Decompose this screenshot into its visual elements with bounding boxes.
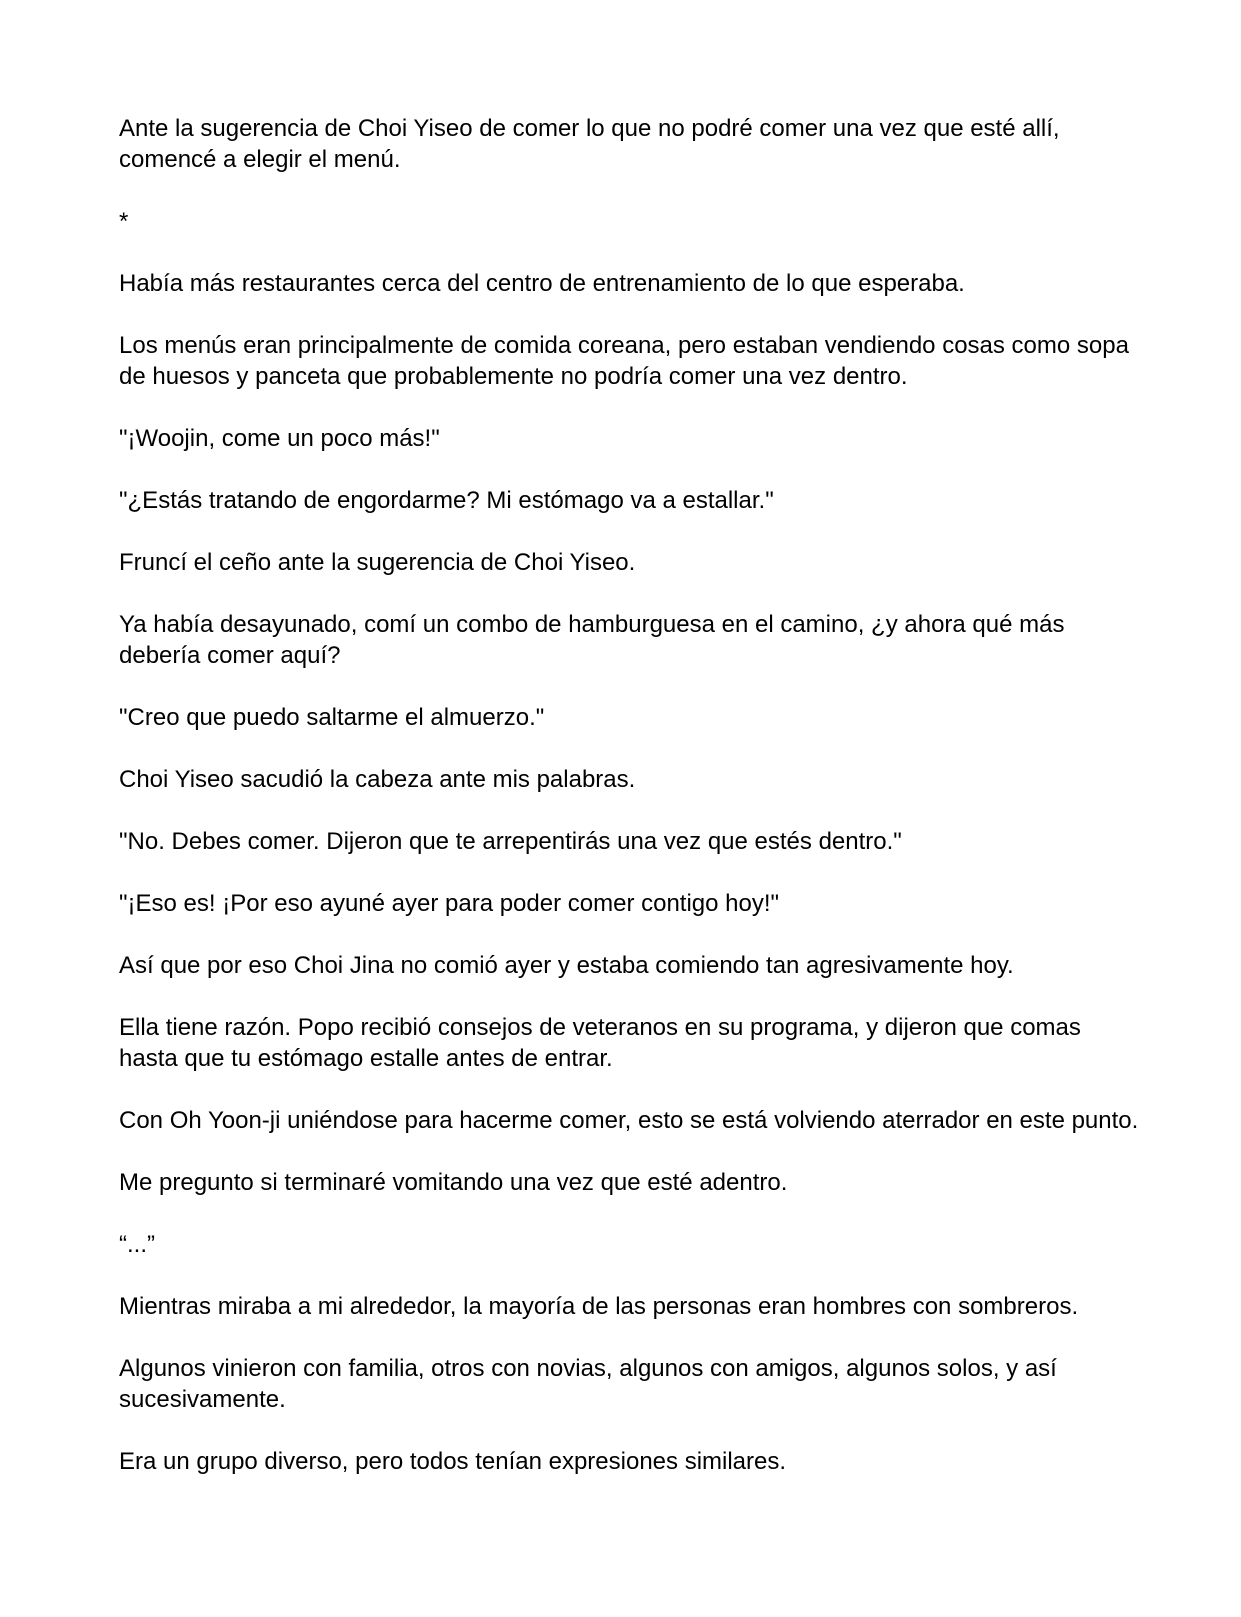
paragraph-8: Ya había desayunado, comí un combo de hamburguesa en el camino, ¿y ahora qué más debería comer aquí?	[119, 611, 1065, 669]
paragraph-7: Fruncí el ceño ante la sugerencia de Choi Yiseo.	[119, 549, 636, 576]
paragraph-18: Mientras miraba a mi alrededor, la mayoría de las personas eran hombres con sombreros.	[119, 1293, 1079, 1320]
paragraph-4: Los menús eran principalmente de comida coreana, pero estaban vendiendo cosas como sopa de huesos y panceta que probablemente no podría comer una vez dentro.	[119, 332, 1129, 390]
scene-break: *	[119, 208, 129, 235]
paragraph-20: Era un grupo diverso, pero todos tenían expresiones similares.	[119, 1448, 787, 1475]
paragraph-17: “...”	[119, 1231, 155, 1258]
paragraph-14: Ella tiene razón. Popo recibió consejos de veteranos en su programa, y dijeron que comas hasta que tu estómago estalle antes de entrar.	[119, 1014, 1081, 1072]
document-body	[119, 113, 1139, 1508]
paragraph-5: "¡Woojin, come un poco más!"	[119, 425, 440, 452]
paragraph-6: "¿Estás tratando de engordarme? Mi estómago va a estallar."	[119, 487, 774, 514]
paragraph-10: Choi Yiseo sacudió la cabeza ante mis palabras.	[119, 766, 636, 793]
paragraph-16: Me pregunto si terminaré vomitando una vez que esté adentro.	[119, 1169, 788, 1196]
paragraph-11: "No. Debes comer. Dijeron que te arrepentirás una vez que estés dentro."	[119, 828, 902, 855]
paragraph-1: Ante la sugerencia de Choi Yiseo de comer lo que no podré comer una vez que esté allí, comencé a elegir el menú.	[119, 115, 1060, 173]
paragraph-3: Había más restaurantes cerca del centro de entrenamiento de lo que esperaba.	[119, 270, 965, 297]
paragraph-9: "Creo que puedo saltarme el almuerzo."	[119, 704, 545, 731]
paragraph-15: Con Oh Yoon-ji uniéndose para hacerme comer, esto se está volviendo aterrador en este punto.	[119, 1107, 1139, 1134]
paragraph-12: "¡Eso es! ¡Por eso ayuné ayer para poder comer contigo hoy!"	[119, 890, 780, 917]
paragraph-19: Algunos vinieron con familia, otros con novias, algunos con amigos, algunos solos, y así sucesivamente.	[119, 1355, 1057, 1413]
paragraph-13: Así que por eso Choi Jina no comió ayer y estaba comiendo tan agresivamente hoy.	[119, 952, 1014, 979]
